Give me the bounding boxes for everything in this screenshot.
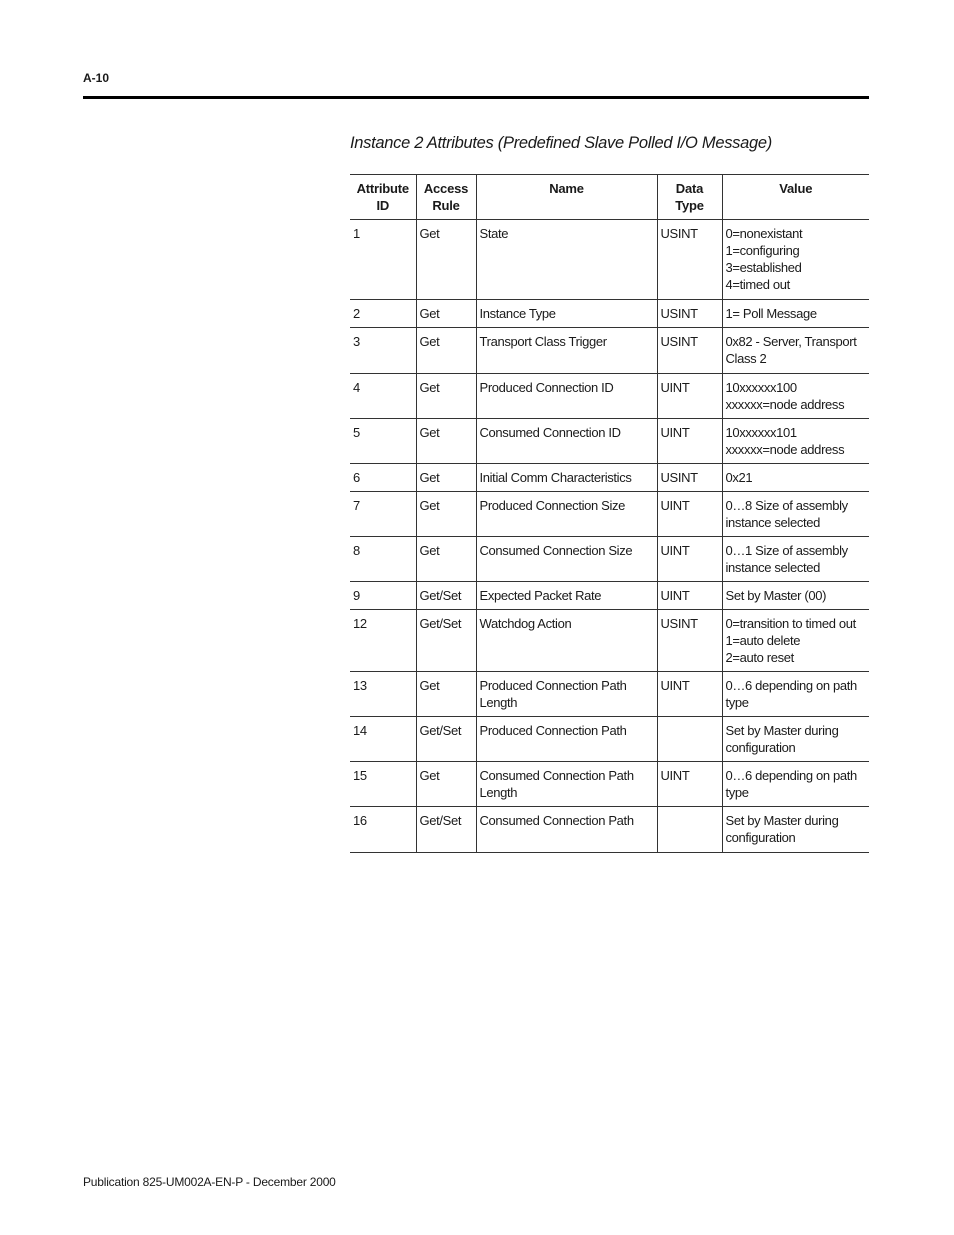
cell-name: Produced Connection Size <box>476 492 657 537</box>
attributes-table <box>350 174 869 853</box>
table-header-row <box>350 175 869 220</box>
cell-value <box>722 419 869 464</box>
cell-value <box>722 717 869 762</box>
cell-value <box>722 300 869 328</box>
cell-attribute-id: 4 <box>350 374 416 419</box>
cell-value <box>722 537 869 582</box>
cell-access-rule: Get <box>416 419 476 464</box>
cell-name: Produced Connection Path Length <box>476 672 657 717</box>
cell-name: Consumed Connection ID <box>476 419 657 464</box>
table-row <box>350 464 869 492</box>
value-line: Set by Master during configuration <box>725 813 839 845</box>
cell-attribute-id: 7 <box>350 492 416 537</box>
cell-value <box>722 464 869 492</box>
table-row <box>350 762 869 807</box>
cell-access-rule: Get <box>416 374 476 419</box>
cell-attribute-id: 2 <box>350 300 416 328</box>
cell-value <box>722 672 869 717</box>
header-data-type: Data Type <box>657 175 722 220</box>
value-line: 0x21 <box>725 470 753 485</box>
table-row <box>350 807 869 853</box>
cell-data-type: USINT <box>657 220 722 300</box>
value-line: 1=auto delete <box>725 633 801 648</box>
table-row <box>350 300 869 328</box>
table-row <box>350 582 869 610</box>
cell-attribute-id: 1 <box>350 220 416 300</box>
cell-data-type: UINT <box>657 492 722 537</box>
cell-value <box>722 807 869 853</box>
cell-attribute-id: 16 <box>350 807 416 853</box>
table-row <box>350 220 869 300</box>
header-rule <box>83 96 869 99</box>
value-line: 0…1 Size of assembly instance selected <box>725 543 848 575</box>
cell-attribute-id: 12 <box>350 610 416 672</box>
publication-footer: Publication 825-UM002A-EN-P - December 2000 <box>83 1175 336 1189</box>
cell-access-rule: Get <box>416 328 476 374</box>
page-number: A-10 <box>83 71 110 85</box>
cell-data-type <box>657 807 722 853</box>
cell-access-rule: Get <box>416 537 476 582</box>
cell-name: Expected Packet Rate <box>476 582 657 610</box>
cell-data-type: UINT <box>657 582 722 610</box>
cell-value <box>722 374 869 419</box>
cell-access-rule: Get/Set <box>416 717 476 762</box>
cell-attribute-id: 8 <box>350 537 416 582</box>
value-line: 0=transition to timed out <box>725 616 856 631</box>
cell-attribute-id: 15 <box>350 762 416 807</box>
cell-name: Initial Comm Characteristics <box>476 464 657 492</box>
cell-attribute-id: 5 <box>350 419 416 464</box>
cell-access-rule: Get/Set <box>416 610 476 672</box>
cell-access-rule: Get <box>416 300 476 328</box>
cell-value <box>722 762 869 807</box>
value-line: 0=nonexistant <box>725 226 803 241</box>
cell-attribute-id: 13 <box>350 672 416 717</box>
value-line: Set by Master (00) <box>725 588 827 603</box>
value-line: 0…6 depending on path type <box>725 768 857 800</box>
table-row <box>350 537 869 582</box>
cell-name: Consumed Connection Path <box>476 807 657 853</box>
table-row <box>350 419 869 464</box>
value-line: 0…8 Size of assembly instance selected <box>725 498 848 530</box>
header-access-rule: Access Rule <box>416 175 476 220</box>
table-row <box>350 610 869 672</box>
header-attribute-id: Attribute ID <box>350 175 416 220</box>
cell-attribute-id: 6 <box>350 464 416 492</box>
cell-value <box>722 328 869 374</box>
header-value: Value <box>722 175 869 220</box>
cell-data-type: UINT <box>657 537 722 582</box>
cell-data-type <box>657 717 722 762</box>
cell-name: Consumed Connection Size <box>476 537 657 582</box>
cell-name: Produced Connection Path <box>476 717 657 762</box>
value-line: 0…6 depending on path type <box>725 678 857 710</box>
table-title: Instance 2 Attributes (Predefined Slave Polled I/O Message) <box>350 134 772 152</box>
table-row <box>350 328 869 374</box>
cell-attribute-id: 9 <box>350 582 416 610</box>
table-row <box>350 492 869 537</box>
cell-name: Produced Connection ID <box>476 374 657 419</box>
cell-data-type: USINT <box>657 464 722 492</box>
cell-access-rule: Get <box>416 672 476 717</box>
value-line: 0x82 - Server, Transport Class 2 <box>725 334 857 366</box>
cell-attribute-id: 3 <box>350 328 416 374</box>
cell-access-rule: Get <box>416 492 476 537</box>
cell-name: Consumed Connection Path Length <box>476 762 657 807</box>
cell-value <box>722 582 869 610</box>
cell-access-rule: Get/Set <box>416 582 476 610</box>
cell-access-rule: Get/Set <box>416 807 476 853</box>
cell-access-rule: Get <box>416 762 476 807</box>
cell-access-rule: Get <box>416 464 476 492</box>
cell-data-type: UINT <box>657 672 722 717</box>
cell-data-type: USINT <box>657 328 722 374</box>
cell-name: Transport Class Trigger <box>476 328 657 374</box>
cell-data-type: USINT <box>657 610 722 672</box>
cell-data-type: UINT <box>657 762 722 807</box>
value-line: 10xxxxxx101 <box>725 425 797 440</box>
table-row <box>350 672 869 717</box>
cell-value <box>722 220 869 300</box>
value-line: 2=auto reset <box>725 650 794 665</box>
cell-name: Instance Type <box>476 300 657 328</box>
value-line: 1=configuring <box>725 243 800 258</box>
cell-name: Watchdog Action <box>476 610 657 672</box>
cell-data-type: USINT <box>657 300 722 328</box>
cell-value <box>722 492 869 537</box>
value-line: Set by Master during configuration <box>725 723 839 755</box>
cell-value <box>722 610 869 672</box>
value-line: xxxxxx=node address <box>725 442 845 457</box>
cell-access-rule: Get <box>416 220 476 300</box>
cell-data-type: UINT <box>657 419 722 464</box>
cell-attribute-id: 14 <box>350 717 416 762</box>
value-line: 3=established <box>725 260 802 275</box>
cell-name: State <box>476 220 657 300</box>
cell-data-type: UINT <box>657 374 722 419</box>
value-line: xxxxxx=node address <box>725 397 845 412</box>
table-row <box>350 374 869 419</box>
value-line: 1= Poll Message <box>725 306 817 321</box>
value-line: 4=timed out <box>725 277 790 292</box>
header-name: Name <box>476 175 657 220</box>
table-row <box>350 717 869 762</box>
value-line: 10xxxxxx100 <box>725 380 797 395</box>
